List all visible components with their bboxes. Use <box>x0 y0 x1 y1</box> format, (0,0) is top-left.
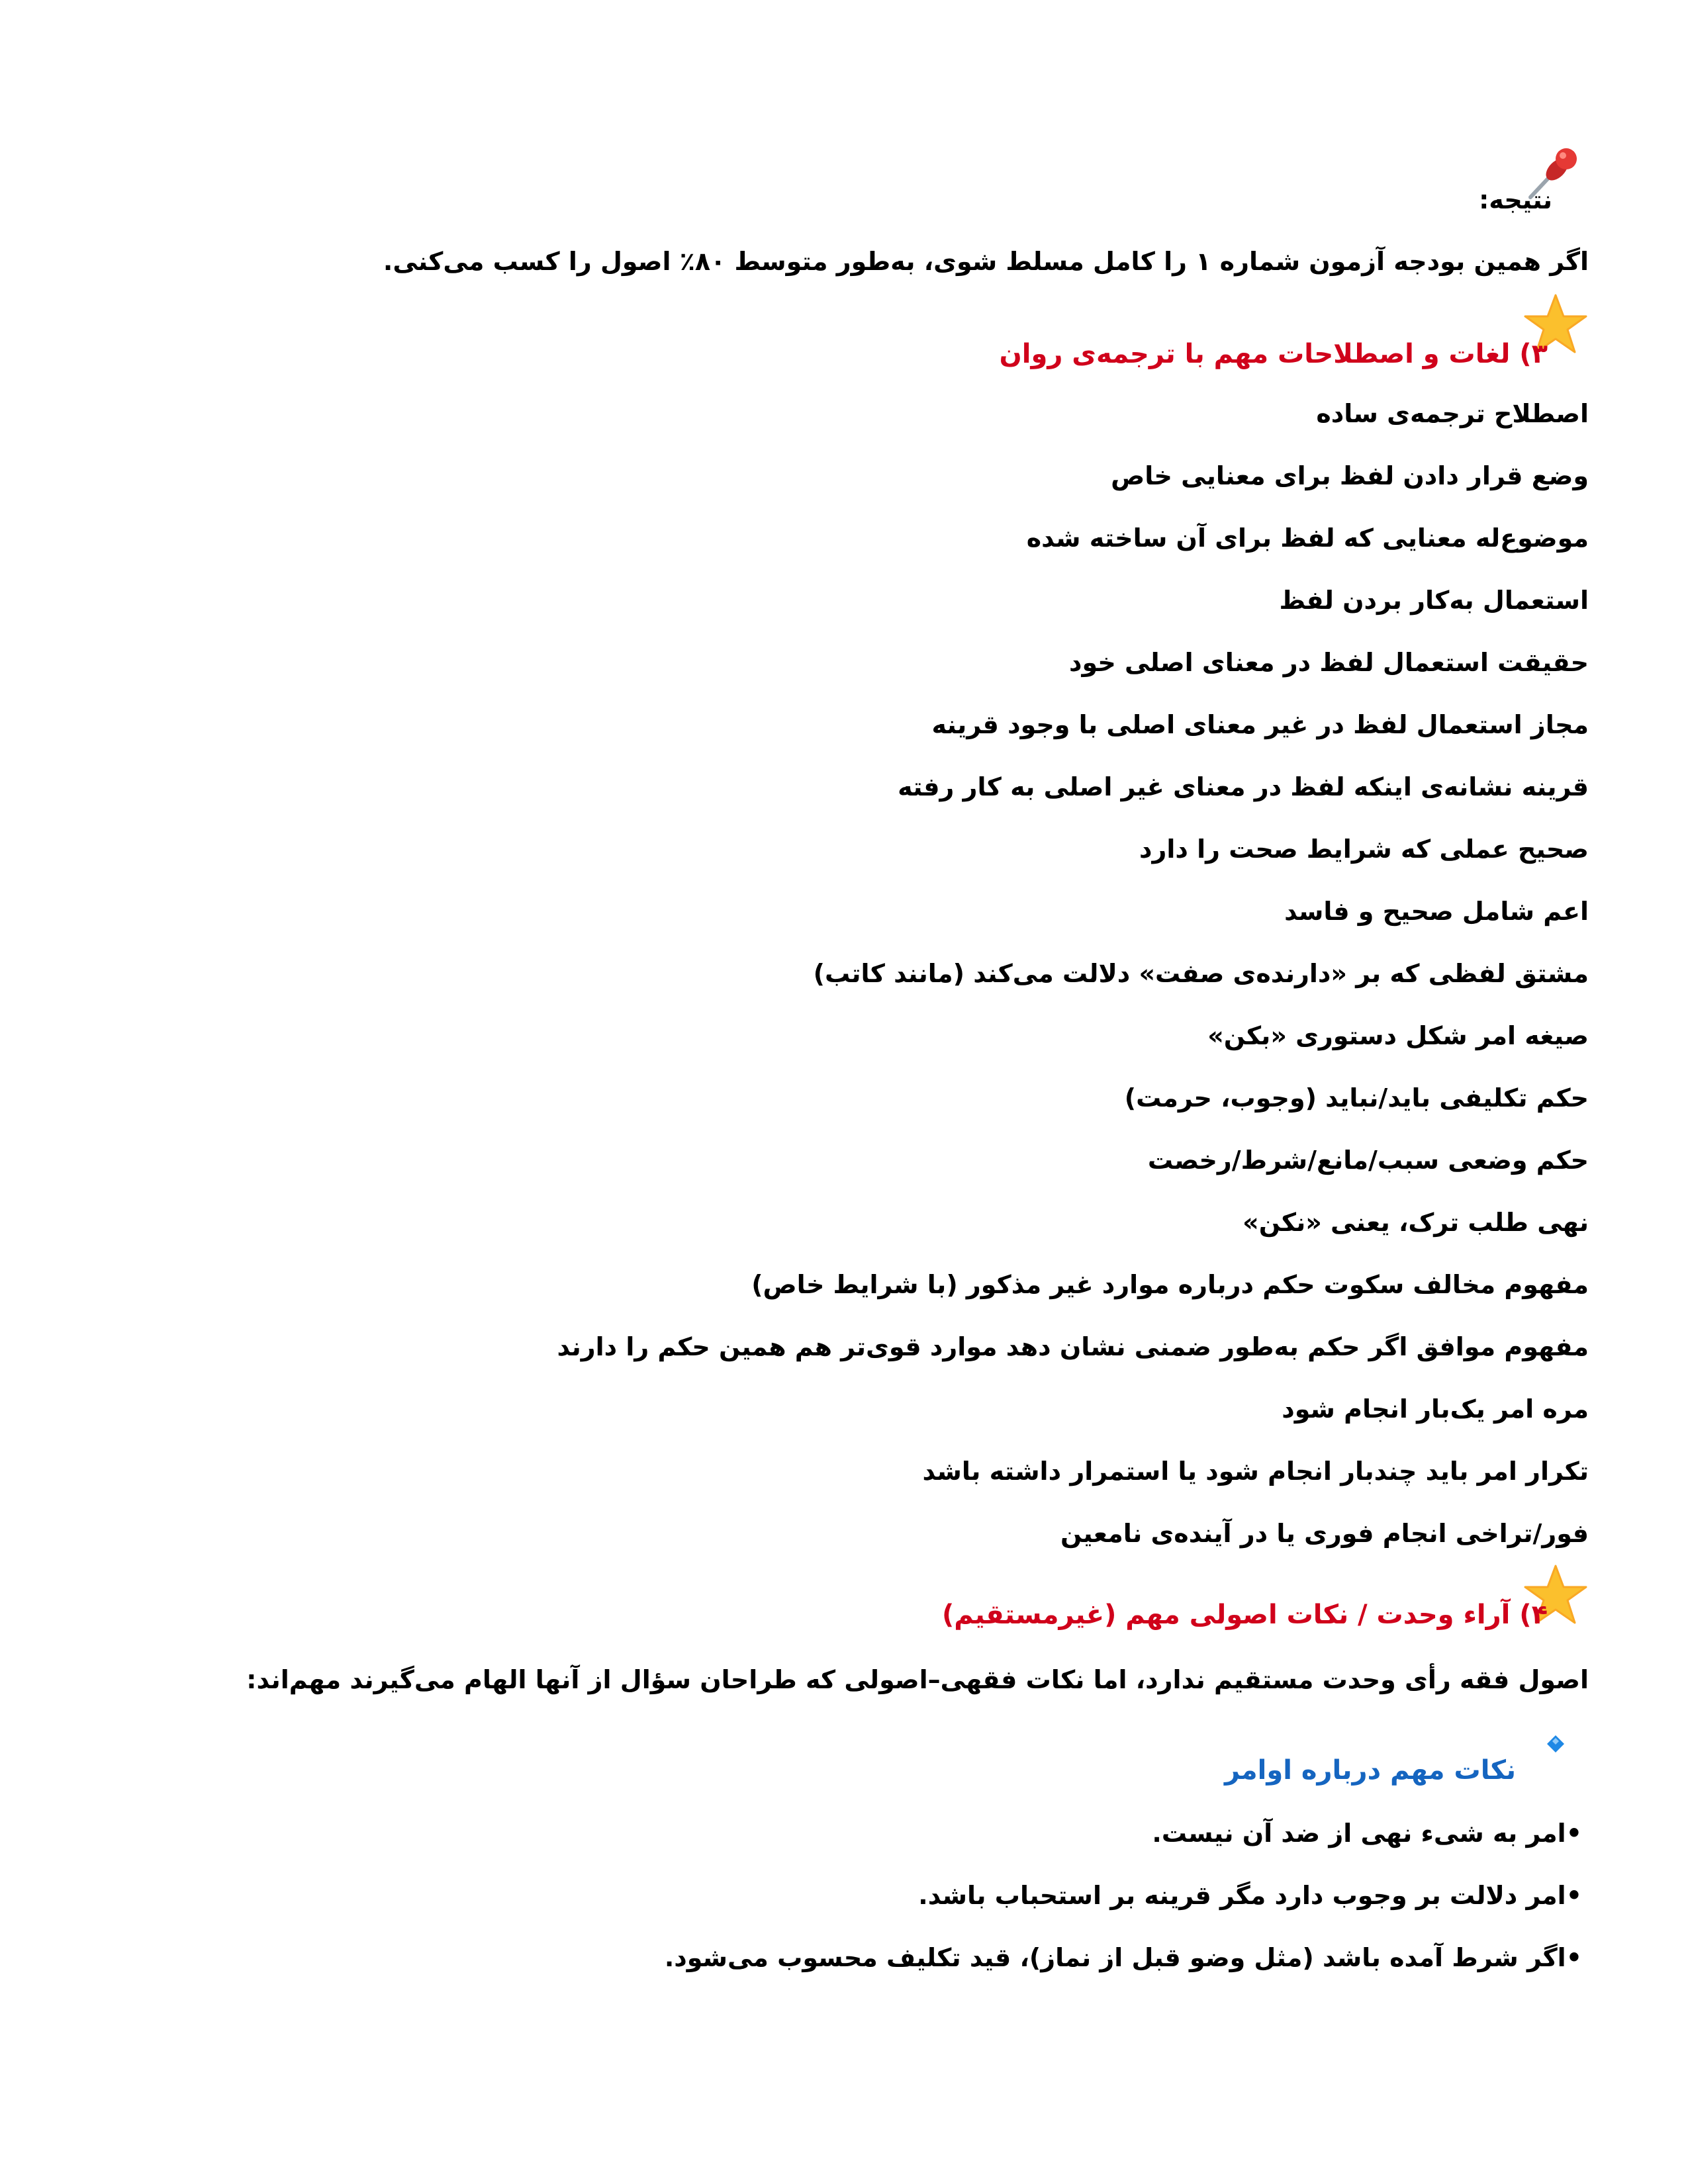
section4-subheading: نکات مهم درباره اوامر <box>1225 1755 1516 1786</box>
term-row: مشتق لفظی که بر «دارنده‌ی صفت» دلالت می‌کند (مانند کاتب) <box>813 959 1589 988</box>
term-row: استعمال به‌کار بردن لفظ <box>1279 586 1589 615</box>
term-row: حکم وضعی سبب/مانع/شرط/رخصت <box>1147 1146 1589 1175</box>
term-row: صیغه امر شکل دستوری «بکن» <box>1207 1021 1589 1050</box>
result-text: اگر همین بودجه آزمون شماره ۱ را کامل مسلط شوی، به‌طور متوسط ۸۰٪ اصول را کسب می‌کنی. <box>383 247 1589 276</box>
term-row: مفهوم موافق اگر حکم به‌طور ضمنی نشان دهد موارد قوی‌تر هم همین حکم را دارند <box>557 1332 1589 1361</box>
section4-intro: اصول فقه رأی وحدت مستقیم ندارد، اما نکات فقهی–اصولی که طراحان سؤال از آنها الهام می‌گیرند مهم‌اند: <box>246 1665 1589 1694</box>
term-row: مره امر یک‌بار انجام شود <box>1282 1394 1589 1424</box>
term-row: مفهوم مخالف سکوت حکم درباره موارد غیر مذکور (با شرایط خاص) <box>751 1270 1589 1299</box>
term-row: اصطلاح ترجمه‌ی ساده <box>1316 399 1589 428</box>
bullet-item: •اگر شرط آمده باشد (مثل وضو قبل از نماز)، قید تکلیف محسوب می‌شود. <box>664 1943 1582 1972</box>
term-row: قرینه نشانه‌ی اینکه لفظ در معنای غیر اصلی به کار رفته <box>898 772 1589 801</box>
term-row: نهی طلب ترک، یعنی «نکن» <box>1243 1208 1589 1237</box>
section4-heading: ۴) آراء وحدت / نکات اصولی مهم (غیرمستقیم) <box>941 1600 1548 1630</box>
term-row: حقیقت استعمال لفظ در معنای اصلی خود <box>1069 648 1589 677</box>
bullet-item: •امر دلالت بر وجوب دارد مگر قرینه بر استحباب باشد. <box>918 1881 1582 1910</box>
term-row: مجاز استعمال لفظ در غیر معنای اصلی با وجود قرینه <box>931 710 1589 739</box>
term-row: وضع قرار دادن لفظ برای معنایی خاص <box>1111 461 1589 490</box>
section3-heading: ۳) لغات و اصطلاحات مهم با ترجمه‌ی روان <box>999 339 1548 369</box>
term-row: حکم تکلیفی باید/نباید (وجوب، حرمت) <box>1124 1083 1589 1113</box>
term-row: فور/تراخی انجام فوری یا در آینده‌ی نامعین <box>1060 1519 1589 1548</box>
result-title: نتیجه: <box>1479 185 1552 214</box>
term-row: صحیح عملی که شرایط صحت را دارد <box>1139 835 1589 864</box>
small-blue-diamond-icon <box>1546 1734 1566 1754</box>
term-row: اعم شامل صحیح و فاسد <box>1284 897 1589 926</box>
bullet-item: •امر به شیء نهی از ضد آن نیست. <box>1152 1819 1582 1848</box>
term-row: موضوع‌له معنایی که لفظ برای آن ساخته شده <box>1026 523 1589 553</box>
term-row: تکرار امر باید چندبار انجام شود یا استمرار داشته باشد <box>922 1457 1589 1486</box>
